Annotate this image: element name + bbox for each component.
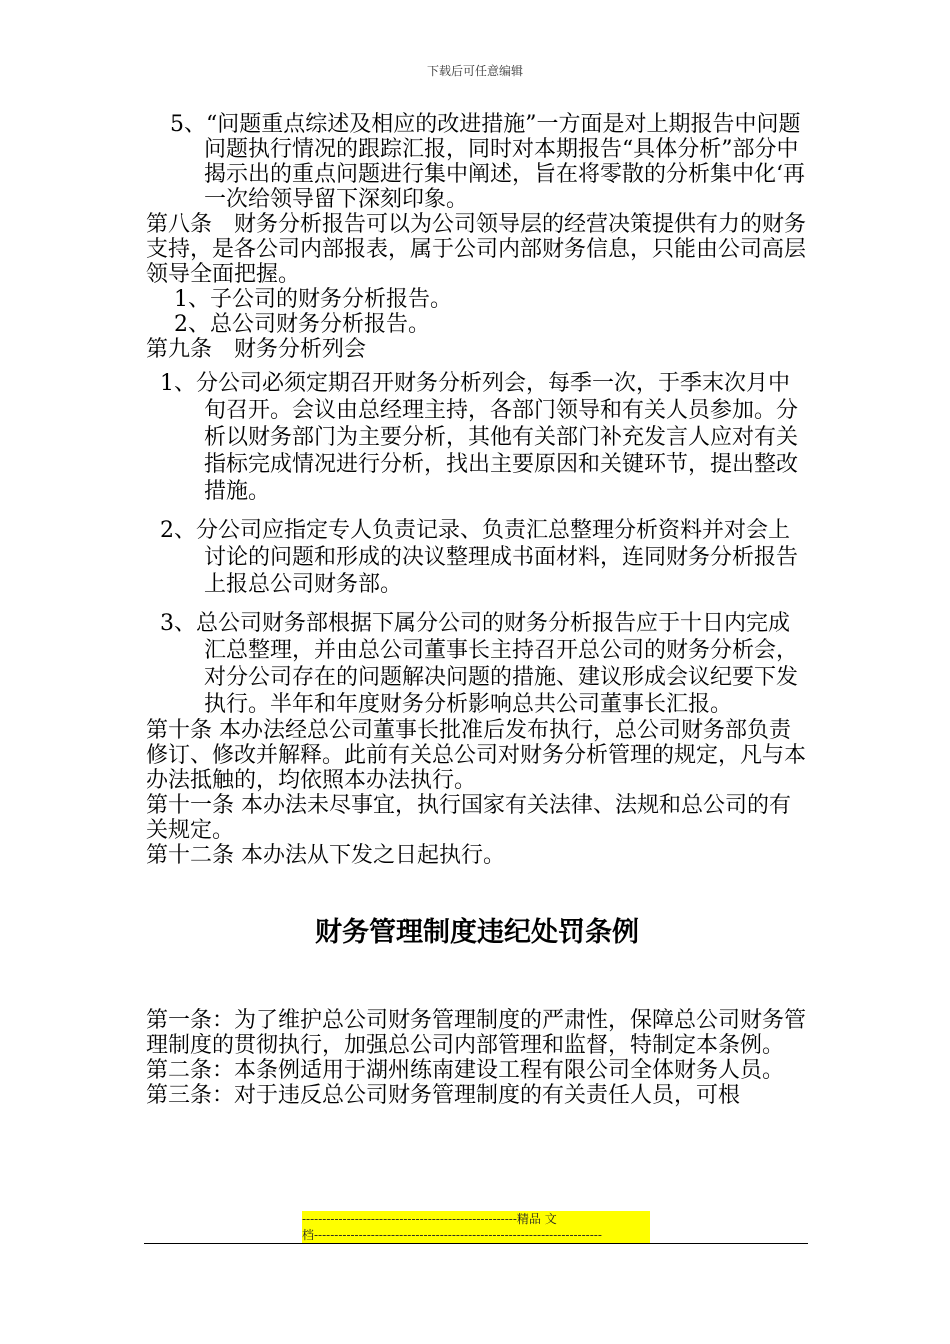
article-9-item-2: 2、分公司应指定专人负责记录、负责汇总整理分析资料并对会上讨论的问题和形成的决议整理成书面材料，连同财务分析报告上报总公司财务部。 xyxy=(160,518,799,597)
section2-article-2: 第二条：本条例适用于湖州练南建设工程有限公司全体财务人员。 xyxy=(146,1058,785,1083)
article-8-item-2: 2、总公司财务分析报告。 xyxy=(174,312,430,337)
article-12: 第十二条 本办法从下发之日起执行。 xyxy=(146,843,505,868)
section2-article-1: 第一条：为了维护总公司财务管理制度的严肃性，保障总公司财务管理制度的贯彻执行，加强总公司内部管理和监督，特制定本条例。 xyxy=(146,1008,807,1058)
section2-article-3: 第三条：对于违反总公司财务管理制度的有关责任人员，可根 xyxy=(146,1083,741,1108)
article-10: 第十条 本办法经总公司董事长批准后发布执行，总公司财务部负责修订、修改并解释。此前有关总公司对财务分析管理的规定，凡与本办法抵触的，均依照本办法执行。 xyxy=(146,718,807,793)
section-title: 财务管理制度违纪处罚条例 xyxy=(315,917,639,948)
page-footer xyxy=(302,1211,650,1243)
article-8-item-1: 1、子公司的财务分析报告。 xyxy=(174,287,452,312)
article-8: 第八条 财务分析报告可以为公司领导层的经营决策提供有力的财务支持，是各公司内部报表，属于公司内部财务信息，只能由公司高层领导全面把握。 xyxy=(146,212,807,287)
article-11: 第十一条 本办法未尽事宜，执行国家有关法律、法规和总公司的有关规定。 xyxy=(146,793,791,843)
footer-line-2: 档----------------------------------------------------------------------- xyxy=(302,1227,650,1243)
item-5: 5、“问题重点综述及相应的改进措施”一方面是对上期报告中问题问题执行情况的跟踪汇报，同时对本期报告“具体分析”部分中揭示出的重点问题进行集中阐述，旨在将零散的分析集中化‘再一次给领导留下深刻印象。 xyxy=(170,112,805,212)
footer-divider xyxy=(144,1243,808,1244)
footer-line-1: -----------------------------------------------------精品 文 xyxy=(302,1211,650,1227)
article-9: 第九条 财务分析列会 xyxy=(146,337,367,362)
page-header: 下载后可任意编辑 xyxy=(426,64,523,78)
article-9-item-3: 3、总公司财务部根据下属分公司的财务分析报告应于十日内完成汇总整理，并由总公司董事长主持召开总公司的财务分析会，对分公司存在的问题解决问题的措施、建议形成会议纪要下发执行。半年和年度财务分析影响总共公司董事长汇报。 xyxy=(160,611,799,717)
article-9-item-1: 1、分公司必须定期召开财务分析列会，每季一次，于季末次月中旬召开。会议由总经理主持，各部门领导和有关人员参加。分析以财务部门为主要分析，其他有关部门补充发言人应对有关指标完成情况进行分析，找出主要原因和关键环节，提出整改措施。 xyxy=(160,371,799,504)
document-body xyxy=(146,112,808,1108)
